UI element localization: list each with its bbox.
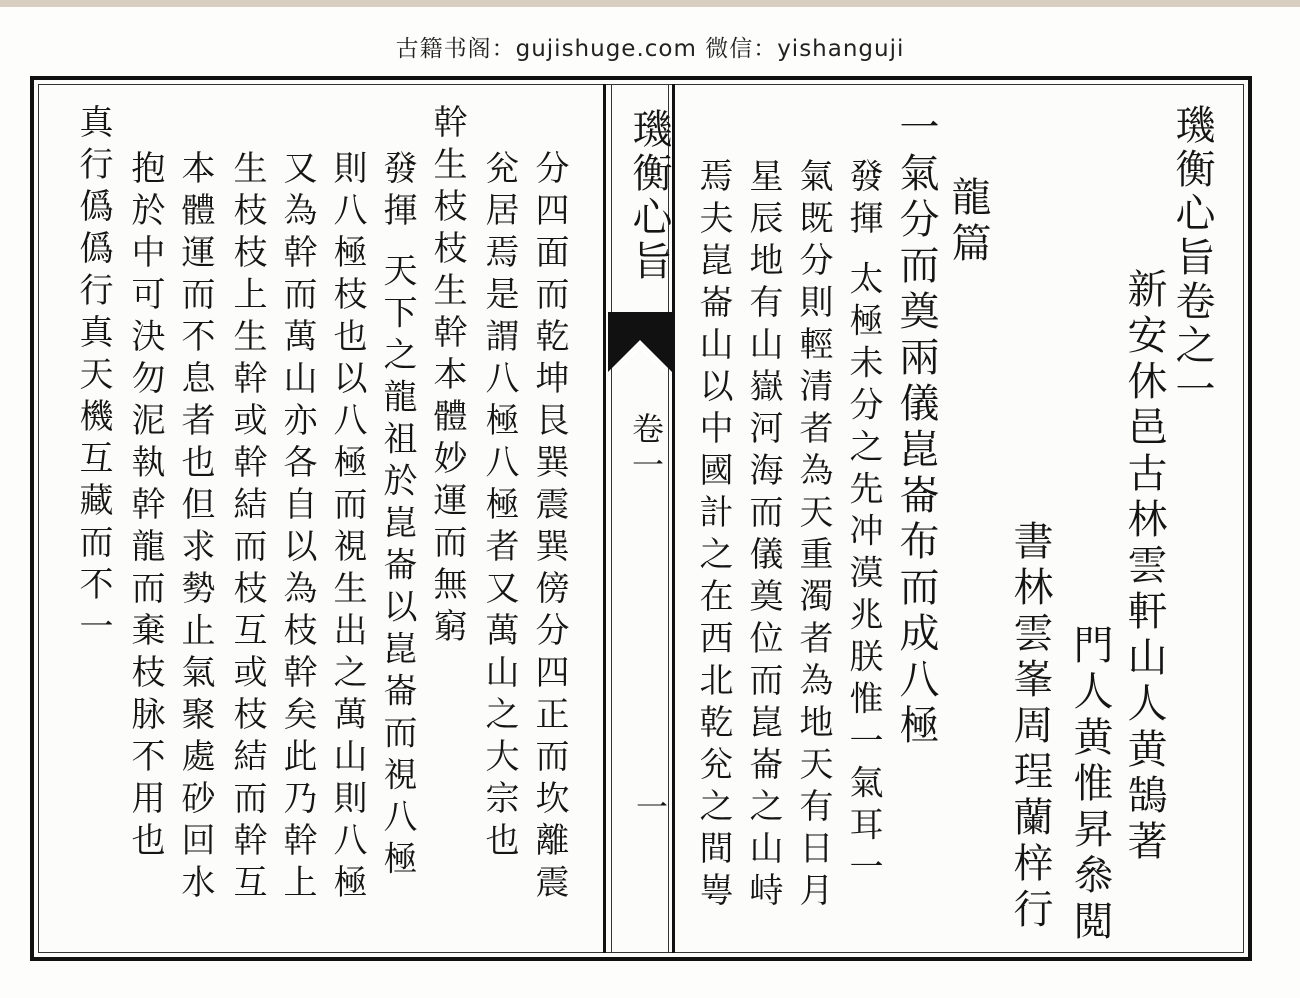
text-column: 發揮 天下之龍祖於崑崙以崑崙而視八極 (377, 150, 417, 883)
printer-line: 書林雲峯周珵蘭梓行 (1007, 520, 1053, 934)
text-column: 抱於中可決勿泥執幹龍而棄枝脉不用也 (125, 150, 165, 864)
text-column: 真行僞僞行真天機互藏而不一 (73, 104, 113, 650)
text-column: 氣既分則輕清者為天重濁者為地天有日月 (793, 158, 833, 914)
text-column: 發揮 太極未分之先冲漠兆朕惟一氣耳一 (843, 158, 883, 891)
section-heading: 龍篇 (945, 176, 991, 268)
text-column: 幹生枝枝生幹本體妙運而無窮 (427, 104, 467, 650)
spine-left-rule (603, 84, 606, 953)
spine-volume-label: 卷一 (627, 412, 665, 484)
text-column: 星辰地有山嶽河海而儀奠位而崑崙之山峙 (743, 158, 783, 914)
spine-book-title: 璣衡心旨 (626, 108, 672, 284)
spine-left-inner-rule (611, 84, 612, 953)
text-column: 本體運而不息者也但求勢止氣聚處砂回水 (175, 150, 215, 906)
text-column: 又為幹而萬山亦各自以為枝幹矣此乃幹上 (277, 150, 317, 906)
text-column: 分四面而乾坤艮巽震巽傍分四正而坎離震 (529, 150, 569, 906)
reviewer-line: 門人黄惟昇叅閲 (1067, 624, 1113, 946)
text-column: 兊居焉是謂八極八極者又萬山之大宗也 (479, 150, 519, 864)
fish-tail-ornament (608, 312, 672, 382)
author-line: 新安休邑古林雲軒山人黄鵠著 (1121, 268, 1167, 866)
text-column: 生枝枝上生幹或幹結而枝互或枝結而幹互 (227, 150, 267, 906)
volume-title: 璣衡心旨卷之一 (1169, 104, 1215, 412)
spine-page-number: 一 (631, 790, 669, 822)
top-border-strip (0, 0, 1300, 7)
watermark-banner: 古籍书阁：gujishuge.com 微信：yishanguji (395, 36, 905, 62)
text-column: 焉夫崑崙山以中國計之在西北乾兊之間㟧 (693, 158, 733, 914)
text-column: 一氣分而奠兩儀崑崙布而成八極 (893, 106, 939, 750)
text-column: 則八極枝也以八極而視生出之萬山則八極 (327, 150, 367, 906)
